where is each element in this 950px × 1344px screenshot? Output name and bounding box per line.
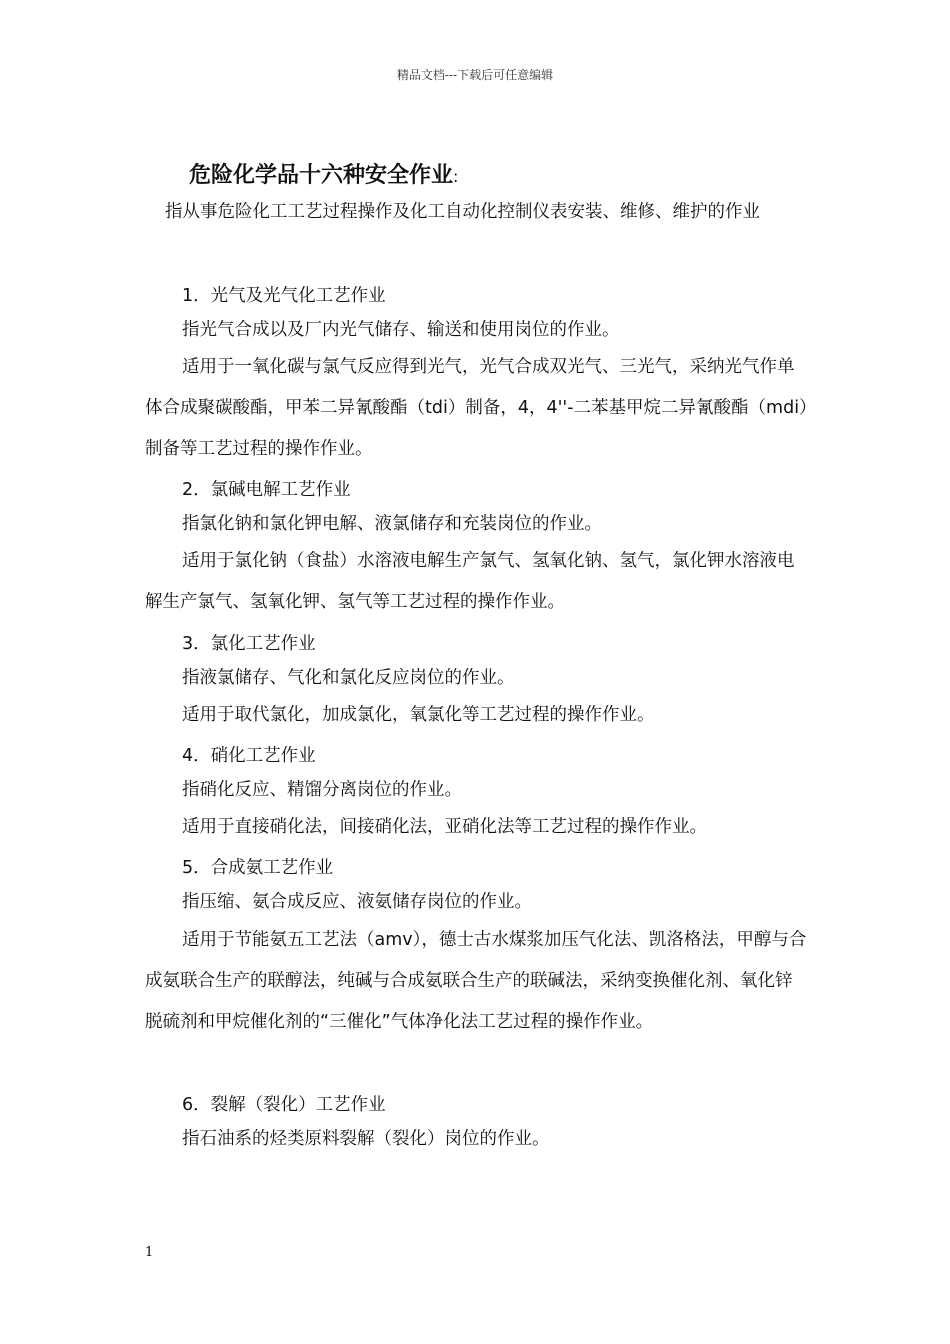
section-scope-1: 适用于一氧化碳与氯气反应得到光气，光气合成双光气、三光气，采纳光气作单体合成聚碳酸酯，甲苯二异氰酸酯（tdi）制备，4，4''-二苯基甲烷二异氰酸酯（mdi）制备等工艺过程的操作作业。: [145, 357, 808, 459]
section-heading-3: 3．氯化工艺作业: [182, 634, 316, 654]
section-scope-4: 适用于直接硝化法，间接硝化法，亚硝化法等工艺过程的操作作业。: [182, 817, 707, 837]
section-scope-5: 适用于节能氨五工艺法（amv），德士古水煤浆加压气化法、凯洛格法，甲醇与合成氨联合生产的联醇法，纯碱与合成氨联合生产的联碱法，采纳变换催化剂、氧化锌脱硫剂和甲烷催化剂的“三催化”气体净化法工艺过程的操作作业。: [145, 930, 807, 1032]
section-heading-2: 2．氯碱电解工艺作业: [182, 480, 351, 500]
section-heading-5: 5．合成氨工艺作业: [182, 858, 334, 878]
page-header: 精品文档---下载后可任意编辑: [396, 68, 554, 82]
page-number: 1: [145, 1245, 154, 1260]
section-desc-3: 指液氯储存、气化和氯化反应岗位的作业。: [182, 668, 515, 688]
title-text: 危险化学品十六种安全作业: [189, 163, 454, 188]
section-desc-2: 指氯化钠和氯化钾电解、液氯储存和充装岗位的作业。: [182, 514, 602, 534]
section-scope-3: 适用于取代氯化，加成氯化，氧氯化等工艺过程的操作作业。: [182, 705, 655, 725]
section-heading-6: 6．裂解（裂化）工艺作业: [182, 1095, 386, 1115]
section-heading-4: 4．硝化工艺作业: [182, 746, 316, 766]
section-desc-6: 指石油系的烃类原料裂解（裂化）岗位的作业。: [182, 1129, 550, 1149]
section-heading-1: 1．光气及光气化工艺作业: [182, 286, 386, 306]
document-title: [189, 158, 458, 189]
title-colon: :: [453, 167, 459, 186]
intro-paragraph: 指从事危险化工工艺过程操作及化工自动化控制仪表安装、维修、维护的作业: [165, 202, 760, 222]
section-scope-2: 适用于氯化钠（食盐）水溶液电解生产氯气、氢氧化钠、氢气，氯化钾水溶液电解生产氯气、氢氧化钾、氢气等工艺过程的操作作业。: [145, 551, 795, 612]
section-desc-1: 指光气合成以及厂内光气储存、输送和使用岗位的作业。: [182, 320, 620, 340]
section-desc-5: 指压缩、氨合成反应、液氨储存岗位的作业。: [182, 892, 532, 912]
section-desc-4: 指硝化反应、精馏分离岗位的作业。: [182, 780, 462, 800]
